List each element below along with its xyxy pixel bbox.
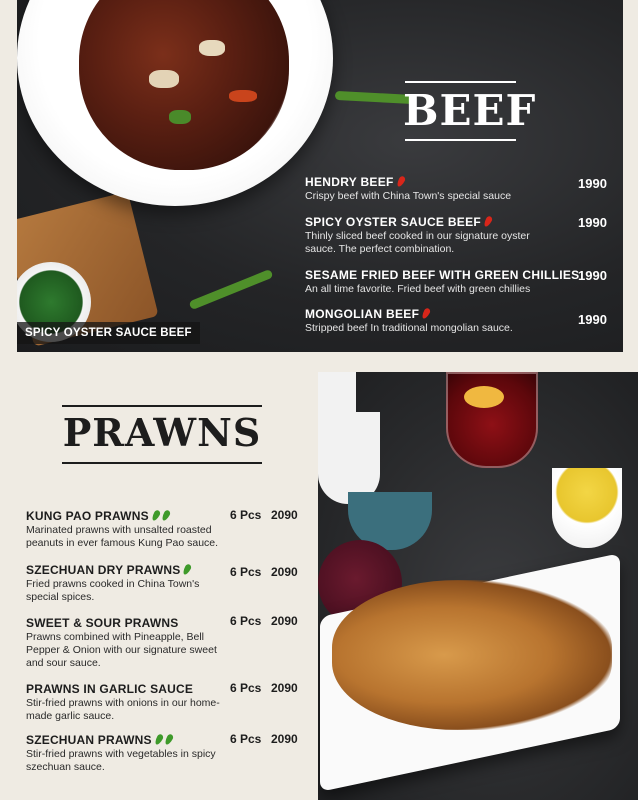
item-price: 1990 (578, 176, 607, 191)
item-name: KUNG PAO PRAWNS (26, 509, 231, 523)
item-price: 2090 (271, 681, 298, 695)
fried-prawns-image (332, 580, 612, 730)
title-rule-top (62, 405, 262, 407)
item-name: HENDRY BEEF (305, 175, 570, 189)
item-price: 2090 (271, 508, 298, 522)
item-name: SZECHUAN DRY PRAWNS (26, 563, 231, 577)
item-description: Stir-fried prawns with onions in our home-made garlic sauce. (26, 697, 220, 722)
menu-item (26, 616, 226, 670)
item-description: Stripped beef In traditional mongolian sauce. (305, 322, 513, 334)
chili-pepper-icon (182, 563, 192, 576)
title-rule-top (405, 81, 516, 83)
item-name: PRAWNS IN GARLIC SAUCE (26, 682, 194, 696)
item-name: SPICY OYSTER SAUCE BEEF (305, 215, 560, 229)
chili-pepper-icon (153, 733, 163, 746)
menu-item (26, 563, 231, 604)
chili-pepper-icon (163, 733, 173, 746)
item-portion: 6 Pcs (230, 565, 262, 579)
chili-pepper-icon (395, 175, 405, 188)
prawns-dish-photo (318, 372, 638, 800)
item-portion: 6 Pcs (230, 614, 262, 628)
menu-item (305, 215, 560, 256)
chili-pepper-icon (421, 307, 431, 320)
photo-caption: SPICY OYSTER SAUCE BEEF (17, 322, 200, 344)
item-description: Stir-fried prawns with vegetables in spicy szechuan sauce. (26, 748, 216, 773)
beef-section-title: BEEF (403, 86, 537, 135)
chili-pepper-icon (151, 509, 161, 522)
menu-item (305, 175, 570, 203)
item-price: 2090 (271, 614, 298, 628)
item-price: 1990 (578, 312, 607, 327)
white-cup-image (318, 412, 380, 504)
item-price: 1990 (578, 268, 607, 283)
item-description: Fried prawns cooked in China Town's special spices. (26, 578, 200, 603)
item-description: Marinated prawns with unsalted roasted peanuts in ever famous Kung Pao sauce. (26, 524, 219, 549)
item-description: An all time favorite. Fried beef with green chillies (305, 283, 531, 295)
item-price: 2090 (271, 732, 298, 746)
menu-item (26, 733, 236, 774)
menu-item (26, 682, 226, 723)
title-rule-bottom (405, 139, 516, 141)
item-description: Thinly sliced beef cooked in our signature oyster sauce. The perfect combination. (305, 230, 530, 255)
menu-item (305, 268, 580, 296)
green-chili-image (189, 269, 274, 310)
item-name: SESAME FRIED BEEF WITH GREEN CHILLIES (305, 268, 580, 282)
item-description: Prawns combined with Pineapple, Bell Pepper & Onion with our signature sweet and sour sauce. (26, 631, 217, 669)
item-description: Crispy beef with China Town's special sauce (305, 190, 512, 202)
chili-pepper-icon (483, 215, 493, 228)
item-portion: 6 Pcs (230, 732, 262, 746)
item-name: SZECHUAN PRAWNS (26, 733, 236, 747)
item-name: MONGOLIAN BEEF (305, 307, 570, 321)
egg-bowl-image (552, 468, 622, 548)
prawns-section-title: PRAWNS (62, 410, 262, 455)
menu-item (305, 307, 570, 335)
chili-pepper-icon (161, 509, 171, 522)
item-portion: 6 Pcs (230, 681, 262, 695)
menu-item (26, 509, 231, 550)
item-portion: 6 Pcs (230, 508, 262, 522)
item-price: 1990 (578, 215, 607, 230)
item-name: SWEET & SOUR PRAWNS (26, 616, 179, 630)
item-price: 2090 (271, 565, 298, 579)
title-rule-bottom (62, 462, 262, 464)
lemon-slice-image (464, 386, 504, 408)
